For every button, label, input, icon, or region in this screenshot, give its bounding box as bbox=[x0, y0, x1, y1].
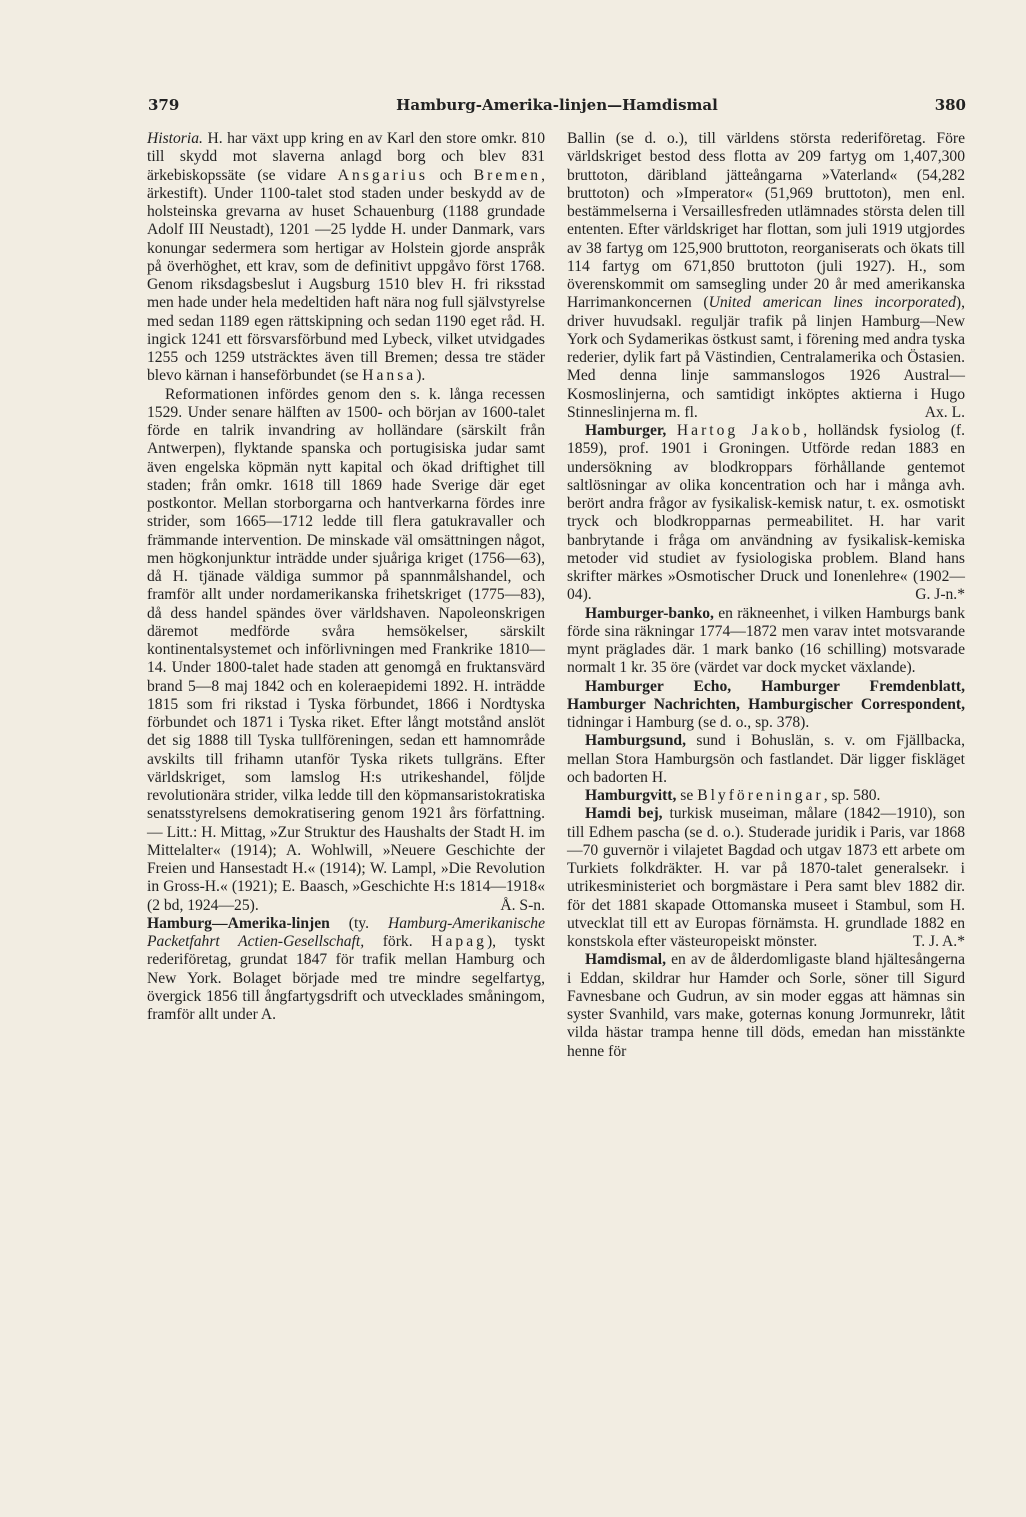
entry-headword: Hamdi bej, bbox=[585, 805, 663, 823]
entry-hamburgvitt: Hamburgvitt, se Blyföreningar, sp. 580. bbox=[585, 787, 881, 804]
reformation-paragraph: Reformationen infördes genom den s. k. långa recessen 1529. Under senare hälften av 1500- och början av 1600-talet förde en talrik invandring av holländare (särskilt från Antwerpen), flyktande spanska och portugisiska judar samt även engelska köpmän nytt kapital och ökad driftighet till staden; från omkr. 1618 till 1869 hade Sverige där eget postkontor. Mellan storborgarna och hantverkarna fördes inre strider, som 1665—1712 ledde till flera gatukravaller och främmande intervention. De minskade väl omsättningen något, men högkonjunktur inträdde under sjuåriga kriget (1756—63), då H. tjänade väldiga summor på spannmålshandel, och framför allt under nordamerikanska frihetskriget (1775—83), då dess handel spändes över världshaven. Napoleonskrigen däremot medförde svåra hemsökelser, särskilt kontinentalsystemet och införlivningen med Frankrike 1810—14. Under 1800-talet hade staden att genomgå en fruktansvärd brand 5—8 maj 1842 och en koleraepidemi 1892. H. inträdde 1815 som fri rikstad i Tyska förbundet, 1866 i Nordtyska förbundet och 1871 i Tyska riket. Efter långt motstånd anslöt det sig 1888 till Tyska tullföreningen, sedan ett hamnområde avskilts till frihamn utanför Tyska rikets tullgräns. Efter världskriget, som lamslog H:s utrikeshandel, följde revolutionära strider, vilka ledde till den köpmansaristokratiska senatsstyrelsens demokratisering genom 1921 års författning. — Litt.: H. Mittag, »Zur Struktur des Haushalts der Stadt H. im Mittelalter« (1914); A. Wohlwill, »Neuere Geschichte der Freien und Hansestadt H.« (1914); W. Lampl, »Die Revolution in Gross-H.« (1921); E. Baasch, »Geschichte H:s 1814—1918« (2 bd, 1924—25). Å. S-n. bbox=[147, 385, 545, 914]
author-signature: T. J. A.* bbox=[912, 933, 965, 950]
entry-hamburgsund: Hamburgsund, sund i Bohuslän, s. v. om Fjällbacka, mellan Stora Hamburgsön och fastlandet. Där ligger fiskläget och badorten H. bbox=[567, 732, 965, 786]
entry-headword: Hamburgvitt, bbox=[585, 787, 677, 804]
entry-headword: Hamburgsund, bbox=[585, 732, 686, 750]
right-column bbox=[567, 130, 965, 1061]
page-header bbox=[148, 96, 966, 120]
entry-headword: Hamburg—Amerika-linjen bbox=[147, 914, 330, 932]
entry-headword: Hamburger, bbox=[585, 422, 667, 439]
left-column bbox=[147, 130, 545, 1024]
author-signature: Å. S-n. bbox=[500, 896, 545, 914]
entry-hamburger: Hamburger, Hartog Jakob, holländsk fysiolog (f. 1859), prof. 1901 i Groningen. Utförde redan 1883 en undersökning av blodkroppars förhållande gentemot saltlösningar av olika koncentration och har i många avh. berört andra frågor av fysikalisk-kemisk natur, t. ex. osmotiskt tryck och blodkropparnas permeabilitet. H. har varit banbrytande i fråga om användning av fysikalisk-kemiska metoder vid studiet av fysiologiska problem. Bland hans skrifter märkes »Osmotischer Druck und Ionenlehre« (1902—04). G. J-n.* bbox=[567, 422, 965, 604]
author-signature: G. J-n.* bbox=[915, 586, 965, 604]
entry-hamburg-amerika-linjen: Hamburg—Amerika-linjen (ty. Hamburg-Amerikanische Packetfahrt Actien-Gesellschaft, förk. Hapag), tyskt rederiföretag, grundat 1847 för trafik mellan Hamburg och New York. Bolaget började med tre mindre segelfartyg, övergick 1856 till ångfartygsdrift och utvecklades småningom, framför allt under A. bbox=[147, 914, 545, 1023]
page-number-left: 379 bbox=[148, 96, 180, 114]
entry-headword: Hamburger-banko, bbox=[585, 604, 714, 622]
author-signature: Ax. L. bbox=[924, 403, 965, 421]
entry-hamdismal: Hamdismal, en av de ålderdomligaste bland hjältesångerna i Eddan, skildrar hur Hamder och Sorle, söner till Sigurd Favnesbane och Gudrun, av sin moder eggas att hämnas sin syster Svanhild, vars make, goternas konung Jormunrekr, låtit vilda hästar trampa henne till döds, emedan han misstänkte henne för bbox=[567, 951, 965, 1060]
history-paragraph: Historia. H. har växt upp kring en av Karl den store omkr. 810 till skydd mot slaverna anlagd borg och blev 831 ärkebiskopssäte (se vidare Ansgarius och Bremen, ärkestift). Under 1100-talet stod staden under beskydd av de holsteinska grevarna av huset Schauenburg (1188 grundade Adolf III Neustadt), 1201 —25 lydde H. under Danmark, vars konungar sedermera som hertigar av Holstein gjorde anspråk på överhöghet, ett krav, som de definitivt uppgåvo först 1768. Genom riksdagsbeslut i Augsburg 1510 blev H. fri riksstad men hade under hela medeltiden haft nära nog full självstyrelse med sedan 1189 egen rättskipning och sedan 1190 eget råd. H. ingick 1241 ett försvarsförbund med Lybeck, vilket utvidgades 1255 och 1259 utsträcktes även till Bremen; dessa tre städer blevo kärnan i hanseförbundet (se Hansa). bbox=[147, 130, 546, 385]
running-title: Hamburg-Amerika-linjen—Hamdismal bbox=[396, 96, 718, 114]
page-number-right: 380 bbox=[934, 96, 966, 114]
entry-continuation: Ballin (se d. o.), till världens största rederiföretag. Före världskriget bestod dess flotta av 209 fartyg om 1,407,300 bruttoton, däribland jätteångarna »Vaterland« (54,282 bruttoton) och »Imperator« (51,969 bruttoton), men enl. bestämmelserna i Versaillesfreden utlämnades största delen till ententen. Efter världskriget har flottan, som juli 1919 utgjordes av 38 fartyg om 125,900 bruttoton, reorganiserats och ökats till 114 fartyg om 671,850 bruttoton (juli 1927). H., som överenskommit om samsegling under 20 år med amerikanska Harrimankoncernen (United american lines incorporated), driver huvudsakl. reguljär trafik på linjen Hamburg—New York och Sydamerikas östkust samt, i förening med andra tyska rederier, dylik fart på Västindien, Centralamerika och Östasien. Med denna linje sammanslogos 1926 Austral—Kosmoslinjerna, och samtidigt inköptes aktierna i Hugo Stinneslinjerna m. fl. Ax. L. bbox=[567, 130, 965, 421]
entry-hamburger-banko: Hamburger-banko, en räkneenhet, i vilken Hamburgs bank förde sina räkningar 1774—1872 men varav intet motsvarande mynt präglades där. 1 mark banko (16 schilling) motsvarade normalt 1 kr. 35 öre (värdet var dock mycket växlande). bbox=[567, 604, 965, 677]
entry-hamburger-newspapers: Hamburger Echo, Hamburger Fremdenblatt, Hamburger Nachrichten, Hamburgischer Correspondent, tidningar i Hamburg (se d. o., sp. 378). bbox=[567, 677, 965, 731]
entry-hamdi-bej: Hamdi bej, turkisk museiman, målare (1842—1910), son till Edhem pascha (se d. o.). Studerade juridik i Paris, var 1868—70 guvernör i vilajetet Bagdad och utgav 1873 ett arbete om Turkiets folkdräkter. H. var på 1870-talet generalsekr. i utrikesministeriet och borgmästare i Pera samt blev 1882 dir. för det 1881 skapade Ottomanska museet i Stambul, som H. utvecklat till ett av Europas förnämsta. H. grundlade 1882 en konstskola efter västeuropeiskt mönster. T. J. A.* bbox=[567, 805, 965, 950]
entry-headword: Hamburger Echo, Hamburger Fremdenblatt, Hamburger Nachrichten, Hamburgischer Correspondent, bbox=[567, 677, 965, 713]
entry-headword: Hamdismal, bbox=[585, 951, 667, 969]
